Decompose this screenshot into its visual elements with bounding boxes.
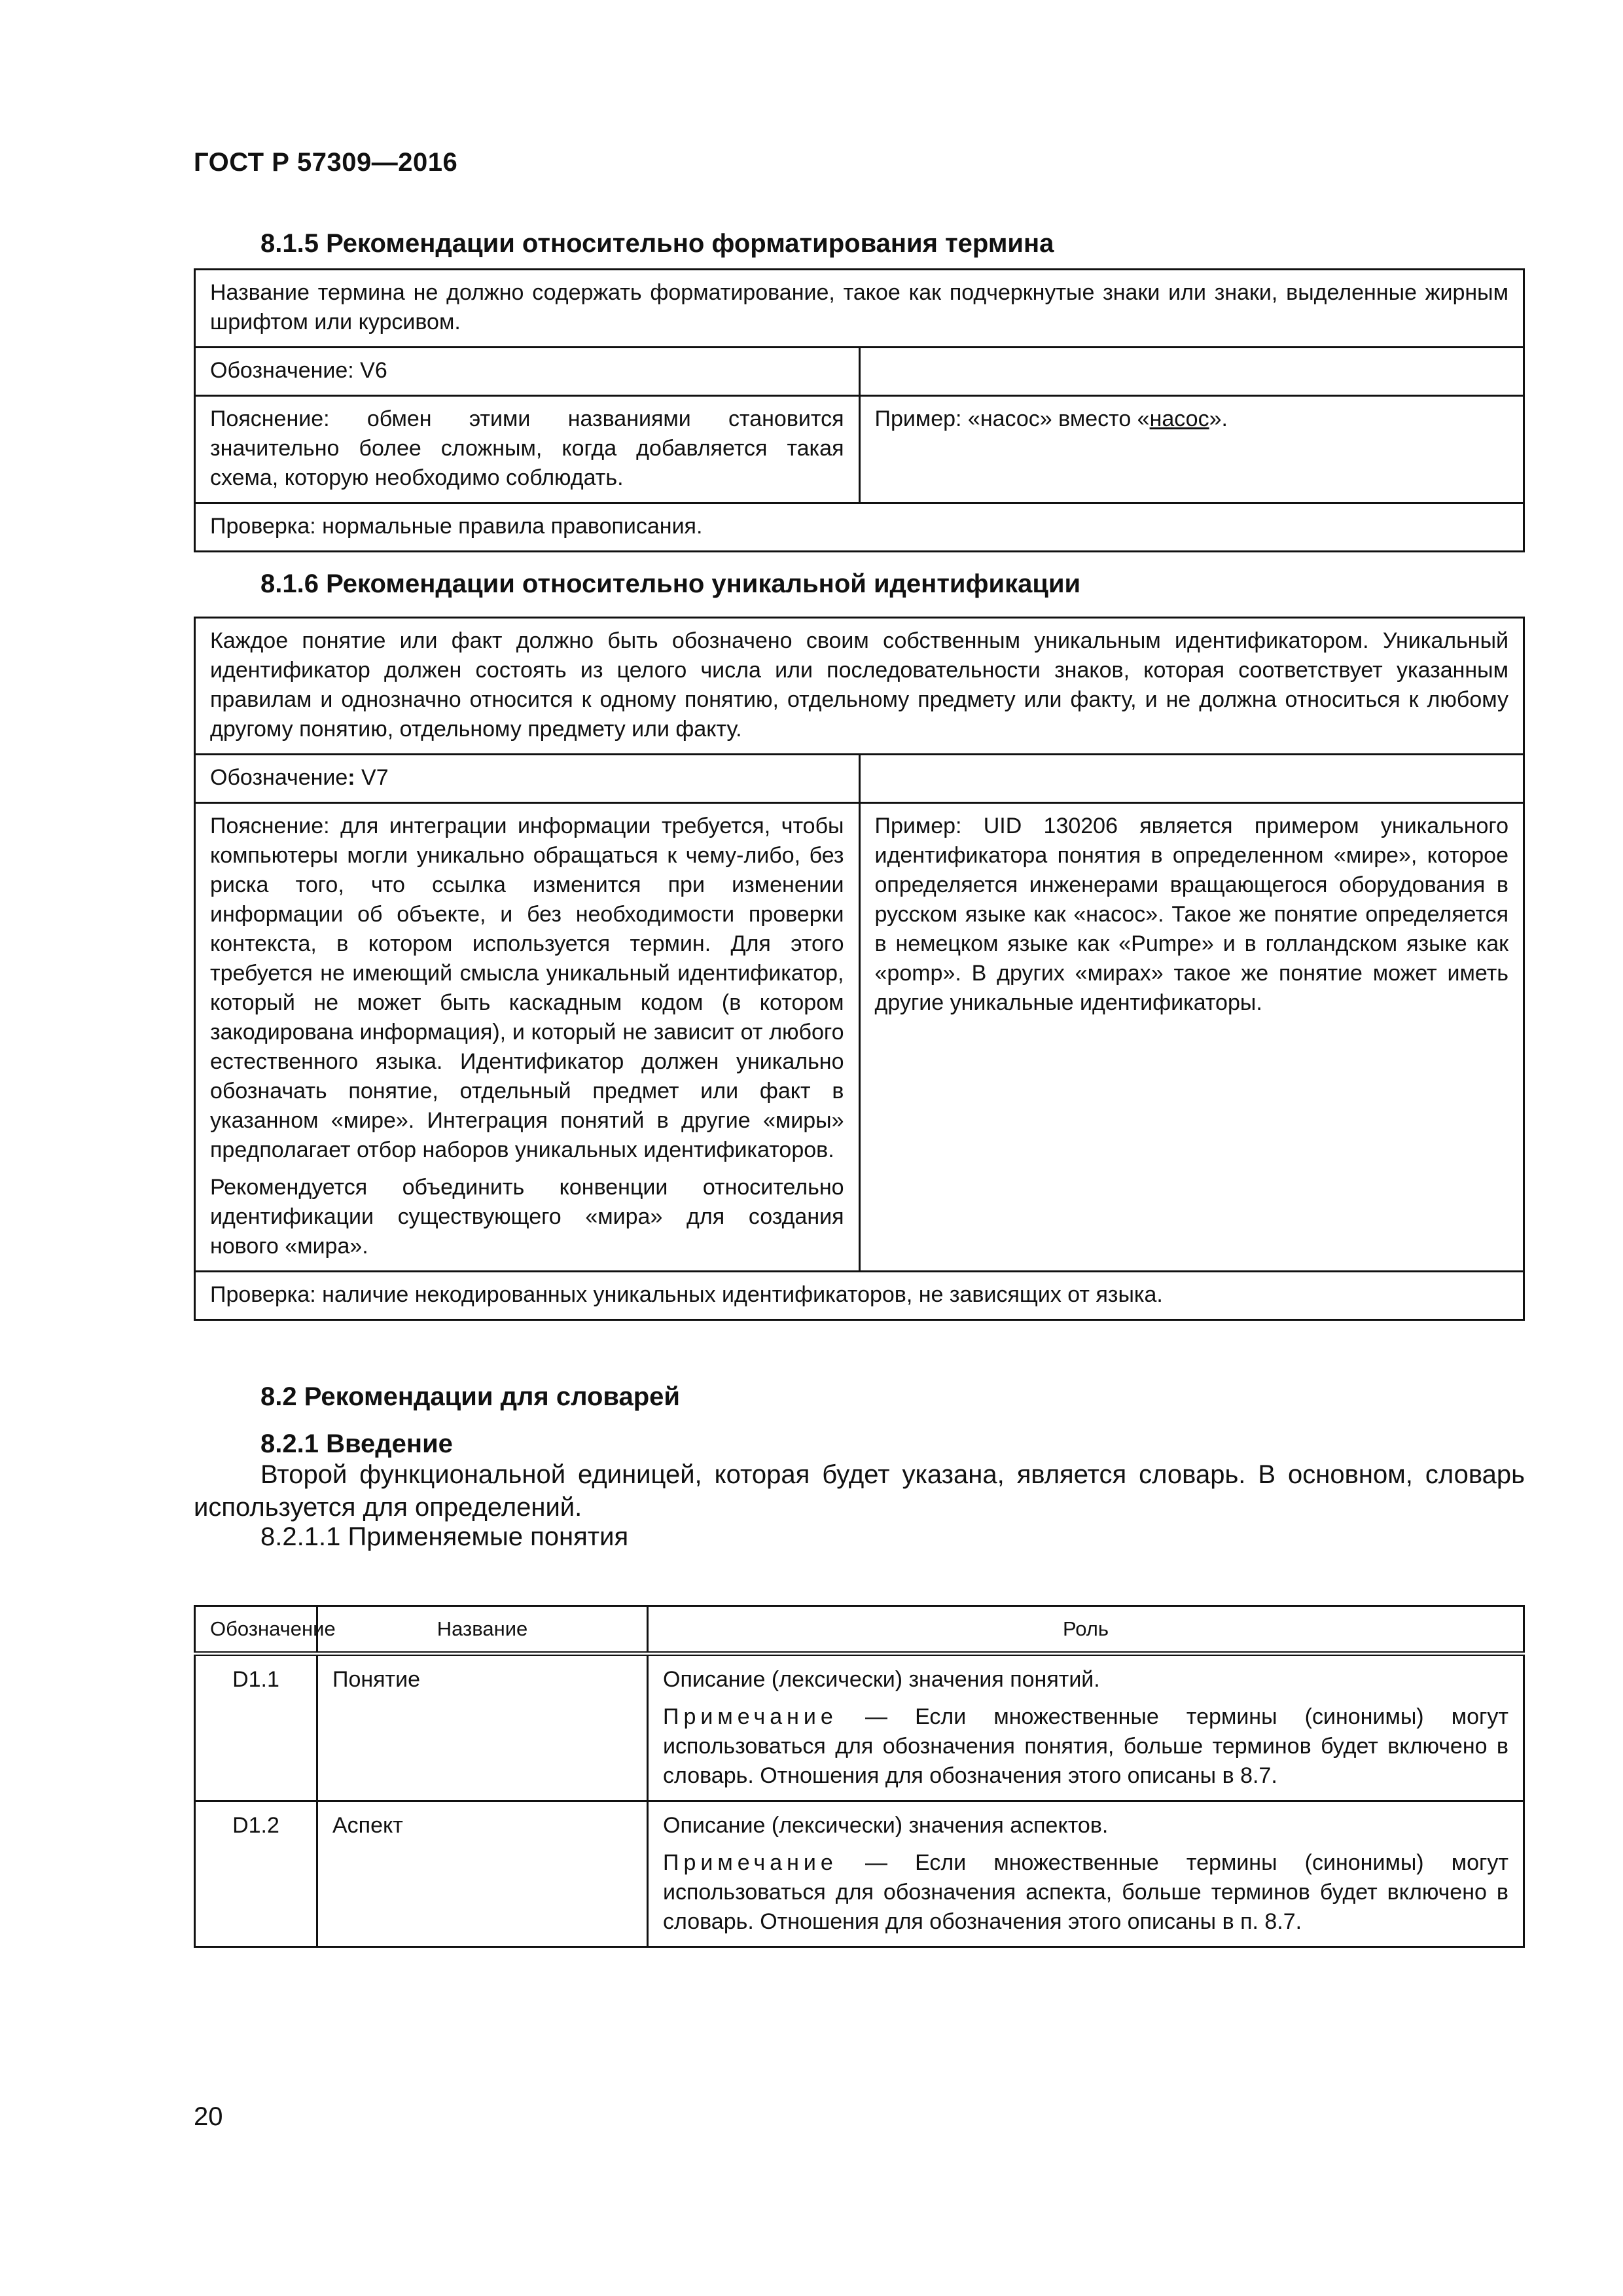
section-heading-8-2-1: 8.2.1 Введение — [260, 1429, 453, 1458]
section-heading-8-2: 8.2 Рекомендации для словарей — [260, 1382, 680, 1411]
page-number: 20 — [194, 2102, 223, 2131]
intro-text: Второй функциональной единицей, которая будет указана, является словарь. В основном, словарь используется для определений. — [194, 1460, 1525, 1522]
column-header-name: Название — [317, 1606, 648, 1654]
description-cell — [195, 618, 1524, 755]
name-cell: Понятие — [317, 1654, 648, 1801]
role-cell — [648, 1654, 1524, 1801]
section-heading-8-2-1-1: 8.2.1.1 Применяемые понятия — [260, 1522, 629, 1551]
designation-cell — [195, 348, 860, 396]
description-text: Название термина не должно содержать форматирование, такое как подчеркнутые знаки или знаки, выделенные жирным шрифтом или курсивом. — [210, 280, 1508, 334]
section-heading-8-1-6: 8.1.6 Рекомендации относительно уникальной идентификации — [260, 569, 1081, 598]
example-prefix: Пример: «насос» вместо « — [874, 406, 1150, 431]
designation-text: Обозначение: V6 — [210, 358, 387, 383]
table-row — [195, 1654, 1524, 1801]
example-cell — [859, 803, 1524, 1272]
designation-colon: : — [348, 765, 355, 790]
column-header-role: Роль — [648, 1606, 1524, 1654]
role-text: Описание (лексически) значения аспектов. — [663, 1813, 1109, 1838]
concepts-table — [194, 1605, 1525, 1948]
note-text — [663, 1702, 1508, 1791]
check-text: Проверка: нормальные правила правописания. — [210, 514, 703, 539]
recommendation-paragraph: Рекомендуется объединить конвенции относительно идентификации существующего «мира» для создания нового «мира». — [210, 1175, 844, 1259]
recommendation-table-v6 — [194, 268, 1525, 552]
example-underlined: насос — [1149, 406, 1209, 431]
role-text: Описание (лексически) значения понятий. — [663, 1667, 1100, 1692]
note-label: Примечание — [663, 1704, 838, 1729]
example-cell — [859, 396, 1524, 503]
code-cell: D1.1 — [195, 1654, 317, 1801]
example-text: Пример: UID 130206 является примером уникального идентификатора понятия в определенном «мире», которое определяется инженерами вращающегося оборудования в русском языке как «насос». Такое же понятие определяется в немецком языке как «Pumpe» и в голландском языке как «pomp». В других «мирах» такое же понятие может иметь другие уникальные идентификаторы. — [874, 814, 1508, 1015]
section-heading-8-1-5: 8.1.5 Рекомендации относительно форматирования термина — [260, 229, 1054, 258]
designation-cell — [195, 755, 860, 803]
designation-label: Обозначение — [210, 765, 348, 790]
intro-paragraph — [194, 1458, 1525, 1524]
code-cell: D1.2 — [195, 1801, 317, 1947]
empty-cell — [859, 348, 1524, 396]
recommendation-table-v7 — [194, 617, 1525, 1321]
designation-value: V7 — [355, 765, 389, 790]
name-cell: Аспект — [317, 1801, 648, 1947]
description-text: Каждое понятие или факт должно быть обозначено своим собственным уникальным идентификатором. Уникальный идентификатор должен состоять из целого числа или последовательности знаков, которая соответствует указанным правилам и однозначно относится к одному понятию, отдельному предмету или факту, и не должна относиться к любому другому понятию, отдельному предмету или факту. — [210, 628, 1508, 742]
note-body: — Если множественные термины (синонимы) могут использоваться для обозначения понятия, больше терминов будет включено в словарь. Отношения для обозначения этого описаны в 8.7. — [663, 1704, 1508, 1788]
note-body: — Если множественные термины (синонимы) могут использоваться для обозначения аспекта, больше терминов будет включено в словарь. Отношения для обозначения этого описаны в п. 8.7. — [663, 1850, 1508, 1934]
check-cell — [195, 503, 1524, 552]
column-header-code: Обозначение — [195, 1606, 317, 1654]
table-row — [195, 1801, 1524, 1947]
note-text — [663, 1848, 1508, 1937]
role-cell — [648, 1801, 1524, 1947]
check-cell — [195, 1272, 1524, 1320]
document-id: ГОСТ Р 57309—2016 — [194, 148, 458, 177]
example-suffix: ». — [1209, 406, 1228, 431]
explanation-text: Пояснение: обмен этими названиями становится значительно более сложным, когда добавляется такая схема, которую необходимо соблюдать. — [210, 406, 844, 490]
explanation-cell — [195, 803, 860, 1272]
explanation-cell — [195, 396, 860, 503]
description-cell — [195, 270, 1524, 348]
check-text: Проверка: наличие некодированных уникальных идентификаторов, не зависящих от языка. — [210, 1282, 1163, 1307]
empty-cell — [859, 755, 1524, 803]
explanation-paragraph: Пояснение: для интеграции информации требуется, чтобы компьютеры могли уникально обращаться к чему-либо, без риска того, что ссылка изменится при изменении информации об объекте, и без необходимости проверки контекста, в котором используется термин. Для этого требуется не имеющий смысла уникальный идентификатор, который не может быть каскадным кодом (в котором закодирована информация), и который не зависит от любого естественного языка. Идентификатор должен уникально обозначать понятие, отдельный предмет или факт в указанном «мире». Интеграция понятий в другие «миры» предполагает отбор наборов уникальных идентификаторов. — [210, 814, 844, 1162]
note-label: Примечание — [663, 1850, 838, 1875]
